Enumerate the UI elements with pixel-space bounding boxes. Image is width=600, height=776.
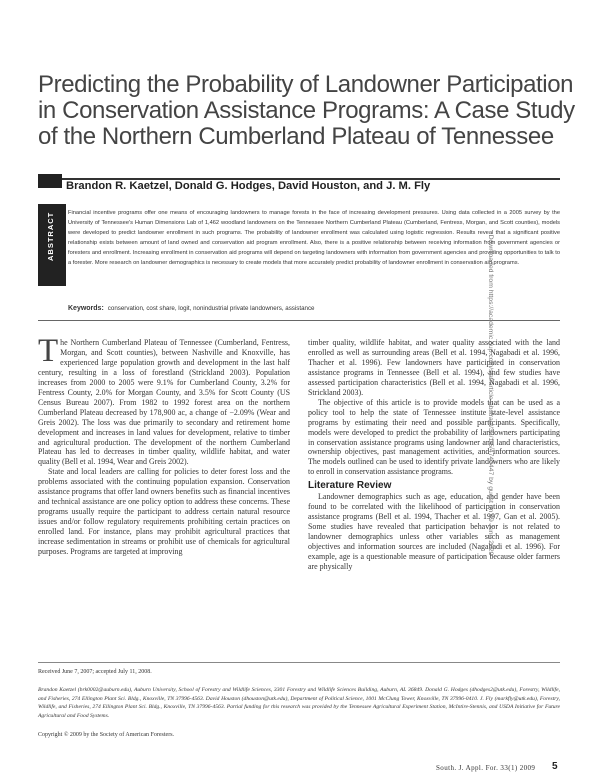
article-title: Predicting the Probability of Landowner Participation in Conservation Assistance Programs: A Case Study of the Northern Cumberland Plateau of Tennessee bbox=[38, 71, 575, 151]
abstract-label: ABSTRACT bbox=[46, 211, 55, 261]
intro-paragraph-text: he Northern Cumberland Plateau of Tennessee (Cumberland, Fentress, Morgan, and Scott counties), between Nashville and Knoxville, has experienced large population growth and development in the last half century, resulting in a loss of forestland (Strickland 2003). Population increases from 2000 to 2005 were 9.1% for Cumberland County, 3.2% for Fentress County, 2.0% for Morgan County, and 3.5% for Scott County (US Census Bureau 2007). From 1982 to 1992 forest area on the northern Cumberland Plateau decreased by 178,900 ac, a change of −2.09% (Wear and Greis 2002). The loss was due primarily to secondary and retirement home development and increases in land values for development, relative to timber and agricultural production. The development of the northern Cumberland Plateau has led to decreases in timber quality, wildlife habitat, and water quality (Bell et al. 1994, Wear and Greis 2002). bbox=[38, 338, 290, 467]
body-paragraph: The objective of this article is to provide models that can be used as a policy tool to help the state of Tennessee institute state-level assistance programs by estimating their need and possible participants. Specifically, models were developed to predict the probability of landowners participating in conservation assistance programs using landowner and land characteristics, ownership objectives, past management activities, and information sources. The models outlined can be used to identify private landowners who are likely to enroll in conservation assistance programs. bbox=[308, 397, 560, 477]
body-column-right bbox=[308, 338, 560, 572]
copyright-notice: Copyright © 2009 by the Society of American Foresters. bbox=[38, 732, 175, 738]
journal-citation: South. J. Appl. For. 33(1) 2009 bbox=[436, 764, 536, 772]
section-heading: Literature Review bbox=[308, 480, 392, 492]
received-date: Received June 7, 2007; accepted July 11, 2008. bbox=[38, 669, 152, 675]
author-affiliations: Brandon Kaetzel (brk0002@auburn.edu), Auburn University, School of Forestry and Wildlife Sciences, 3301 Forestry and Wildlife Sciences Building, Auburn, AL 36849. Donald G. Hodges (dhodges2@utk.edu), Forestry, Wildlife, and Fisheries, 274 Ellington Plant Sci. Bldg., Knoxville, TN 37996-4563. David Houston (dhouston@utk.edu), Department of Political Science, 1001 McClung Tower, Knoxville, TN 37996-0410. J. Fly (markfly@utk.edu), Forestry, Wildlife, and Fisheries, 274 Ellington Plant Sci. Bldg., Knoxville, TN 37996-4563. Partial funding for this research was provided by the Tennessee Agricultural Experiment Station, McIntire-Stennis, and USDA Initiative for Future Agricultural and Food Systems. bbox=[38, 687, 560, 719]
body-paragraph: timber quality, wildlife habitat, and water quality associated with the land enrolled as well as surrounding areas (Bell et al. 1994, Nagabadi et al. 1996, Thacher et al. 1996). Few landowners have participated in conservation assistance programs in Tennessee (Bell et al. 1994), and few studies have assessed participation characteristics (Bell et al. 1994, Nagabadi et al. 1996, Strickland 2003). bbox=[308, 338, 560, 397]
body-column-left bbox=[38, 333, 290, 557]
keywords-list: conservation, cost share, logit, nonindustrial private landowners, assistance bbox=[107, 305, 315, 312]
abstract-text: Financial incentive programs offer one means of encouraging landowners to manage forests in the face of increasing development pressures. Using data collected in a 2005 survey by the University of Tennessee's Human Dimensions Lab of 1,462 woodland landowners on the Tennessee Northern Cumberland Plateau (Cumberland, Fentress, Morgan, and Scott counties), models were developed to predict landowner enrollment in such programs. The probability of landowner enrollment was calculated using logistic regression. Results reveal that a significant positive relationship exists between amount of land owned and conservation aid program enrollment. Also, there is a positive relationship between receiving information from government agencies or foresters and enrollment. Increasing enrollment in conservation aid programs will depend on targeting landowners with information from government agencies and providing opportunities to talk to a forester. More research on landowner demographics is necessary to create models that more accurately predict probability of landowner enrollment in conservation aid programs. bbox=[68, 210, 560, 267]
body-paragraph: State and local leaders are calling for policies to deter forest loss and the problems associated with the continuing population expansion. Conservation assistance programs that offer land owners benefits such as financial incentives and technical assistance are one policy option to address these concerns. These programs usually require the participant to address certain natural resource issues and/or follow regulatory requirements prohibiting certain practices on enrolled land. For instance, plans may prohibit agricultural practices that increase sedimentation in streams or prohibit use of chemicals for agricultural purposes. Programs are targeted at improving bbox=[38, 467, 290, 557]
intro-paragraph bbox=[38, 333, 290, 467]
body-paragraph: Landowner demographics such as age, education, and gender have been found to be correlated with the likelihood of participation in conservation assistance programs (Bell et al. 1994, Thacher et al. 1997, Gan et al. 2005). Some studies have revealed that participation behavior is not related to landowner demographics unless other variables such as management objectives and information sources are included (Nagabadi et al. 1996). For example, age is a questionable measure of participation because older farmers are physically bbox=[308, 492, 560, 571]
abstract-rule bbox=[38, 320, 560, 321]
drop-cap: T bbox=[38, 333, 59, 369]
title-rule-block bbox=[38, 174, 62, 188]
author-list: Brandon R. Kaetzel, Donald G. Hodges, David Houston, and J. M. Fly bbox=[66, 180, 431, 192]
footnote-rule bbox=[38, 662, 560, 663]
download-watermark: Downloaded from https://academic.oup.com/sjaf/article-abstract/33/1/5/4747447 by guest on 09 June 2020 bbox=[487, 234, 494, 556]
keywords-label: Keywords: bbox=[68, 305, 104, 312]
page-number: 5 bbox=[552, 761, 558, 772]
